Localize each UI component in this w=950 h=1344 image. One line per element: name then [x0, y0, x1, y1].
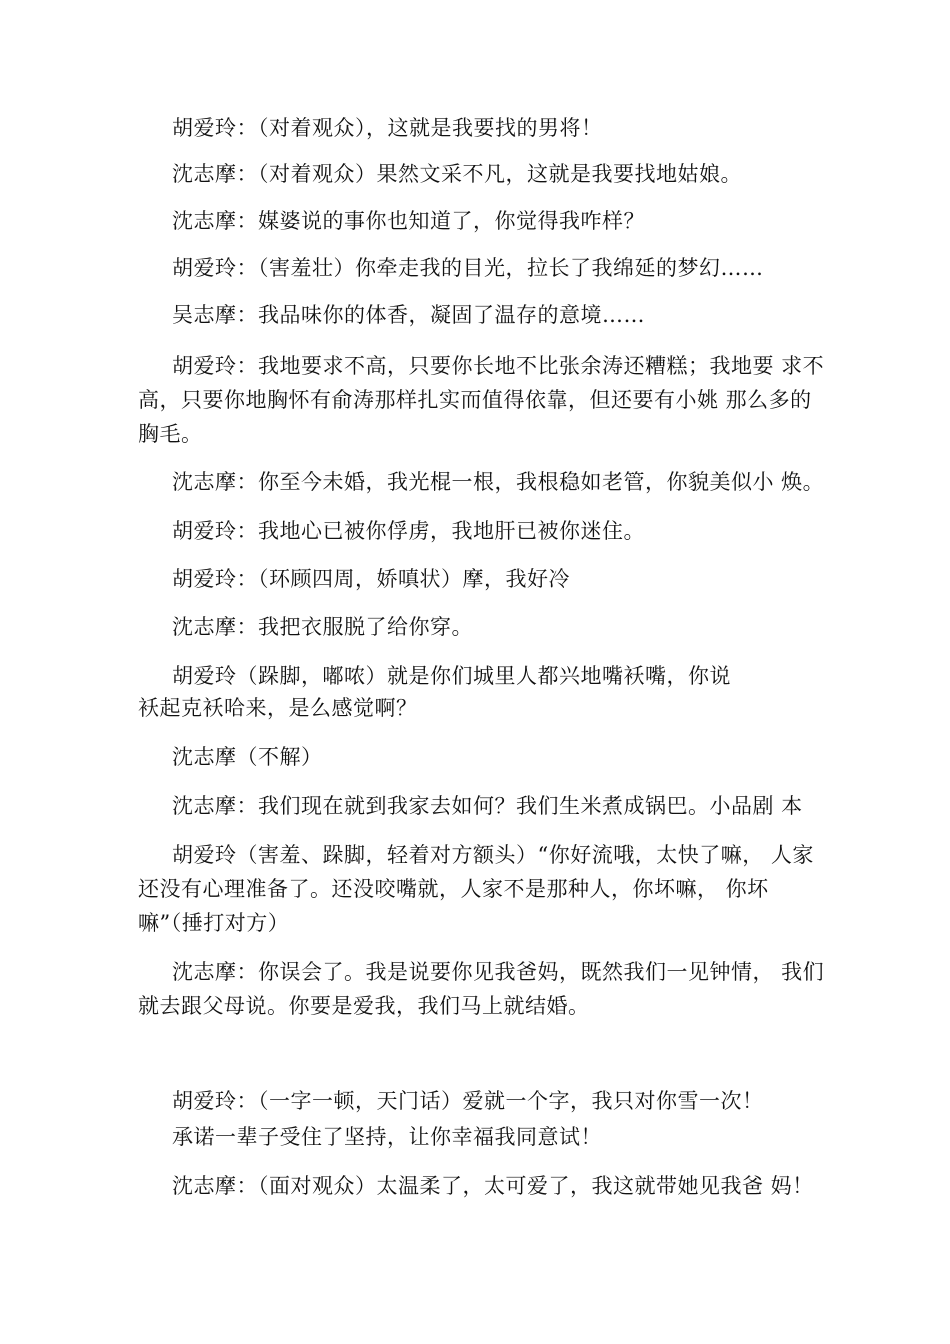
dialogue-line: 胡爱玲（跺脚，嘟哝）就是你们城里人都兴地嘴袄嘴，你说 [172, 664, 731, 688]
dialogue-line: 嘛”（捶打对方） [138, 911, 290, 935]
dialogue-line: 高，只要你地胸怀有俞涛那样扎实而值得依靠，但还要有小姚 那么多的 [138, 388, 812, 412]
dialogue-line: 沈志摩（不解） [172, 745, 323, 769]
dialogue-line: 就去跟父母说。你要是爱我，我们马上就结婚。 [138, 994, 590, 1018]
dialogue-line: 胡爱玲：（害羞壮）你牵走我的目光，拉长了我绵延的梦幻…… [172, 256, 764, 280]
dialogue-line: 胡爱玲：我地要求不高，只要你长地不比张余涛还糟糕；我地要 求不 [172, 354, 825, 378]
dialogue-line: 胡爱玲（害羞、跺脚，轻着对方额头）“你好流哦，太快了嘛， 人家 [172, 843, 814, 867]
dialogue-line: 沈志摩：（对着观众）果然文采不凡，这就是我要找地姑娘。 [172, 162, 742, 186]
dialogue-line: 沈志摩：（面对观众）太温柔了，太可爱了，我这就带她见我爸 妈！ [172, 1174, 814, 1198]
dialogue-line: 沈志摩：你误会了。我是说要你见我爸妈，既然我们一见钟情， 我们 [172, 960, 825, 984]
dialogue-line: 胡爱玲：（环顾四周，娇嗔状）摩，我好冷 [172, 567, 570, 591]
dialogue-line: 胡爱玲：（对着观众），这就是我要找的男将！ [172, 116, 603, 140]
dialogue-line: 胡爱玲：我地心已被你俘虏，我地肝已被你迷住。 [172, 519, 645, 543]
dialogue-line: 沈志摩：你至今未婚，我光棍一根，我根稳如老管，你貌美似小 焕。 [172, 470, 825, 494]
dialogue-line: 袄起克袄哈来，是么感觉啊？ [138, 696, 418, 720]
dialogue-line: 胸毛。 [138, 422, 203, 446]
dialogue-line: 胡爱玲：（一字一顿，天门话）爱就一个字，我只对你雪一次！ [172, 1089, 764, 1113]
dialogue-line: 沈志摩：我们现在就到我家去如何？我们生米煮成锅巴。小品剧 本 [172, 794, 803, 818]
dialogue-line: 沈志摩：我把衣服脱了给你穿。 [172, 615, 473, 639]
dialogue-line: 承诺一辈子受住了坚持，让你幸福我同意试！ [172, 1125, 602, 1149]
dialogue-line: 还没有心理准备了。还没咬嘴就，人家不是那种人，你坏嘛， 你坏 [138, 877, 769, 901]
dialogue-line: 沈志摩：媒婆说的事你也知道了，你觉得我咋样？ [172, 209, 645, 233]
dialogue-line: 吴志摩：我品味你的体香，凝固了温存的意境…… [172, 303, 645, 327]
